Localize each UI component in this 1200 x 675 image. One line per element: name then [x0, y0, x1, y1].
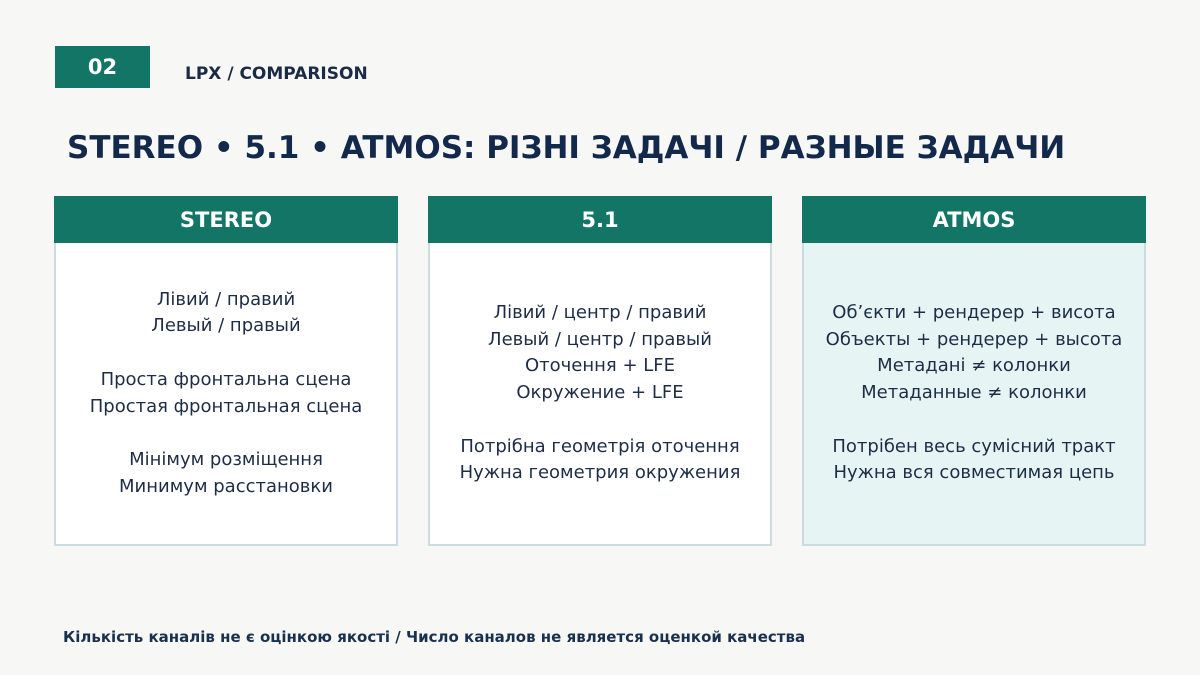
card-heading-atmos: ATMOS [802, 196, 1146, 243]
card-stereo [54, 196, 398, 546]
card-line: Потрібен весь сумісний тракт [832, 435, 1116, 457]
section-label: LPX / COMPARISON [185, 64, 368, 84]
card-heading-5-1: 5.1 [428, 196, 772, 243]
slide-number-badge: 02 [55, 46, 150, 88]
card-line: Объекты + рендерер + высота [825, 328, 1123, 350]
card-5-1 [428, 196, 772, 546]
card-line: Метадані ≠ колонки [877, 355, 1071, 377]
slide-title: STEREO • 5.1 • ATMOS: РІЗНІ ЗАДАЧІ / РАЗНЫЕ ЗАДАЧИ [67, 130, 1066, 166]
card-line: Мінімум розміщення [129, 448, 323, 470]
card-body-stereo [56, 243, 396, 544]
card-line: Метаданные ≠ колонки [861, 382, 1087, 404]
card-heading-stereo: STEREO [54, 196, 398, 243]
card-line: Окружение + LFE [516, 382, 684, 404]
card-line: Оточення + LFE [524, 355, 676, 377]
footer-note: Кількість каналів не є оцінкою якості / Число каналов не является оценкой качества [63, 628, 806, 646]
card-line: Проста фронтальна сцена [100, 368, 352, 390]
card-atmos [802, 196, 1146, 546]
card-line: Левый / центр / правый [488, 328, 712, 350]
card-body-atmos [804, 243, 1144, 544]
card-line: Лівий / центр / правий [493, 302, 707, 324]
card-line: Лівий / правий [156, 288, 296, 310]
card-line: Левый / правый [151, 315, 301, 337]
card-line: Потрібна геометрія оточення [460, 435, 740, 457]
card-body-5-1 [430, 243, 770, 544]
card-line: Нужна геометрия окружения [459, 462, 741, 484]
card-line: Нужна вся совместимая цепь [833, 462, 1115, 484]
card-line: Минимум расстановки [119, 475, 333, 497]
card-line: Об’єкти + рендерер + висота [832, 302, 1116, 324]
card-line: Простая фронтальная сцена [89, 395, 363, 417]
